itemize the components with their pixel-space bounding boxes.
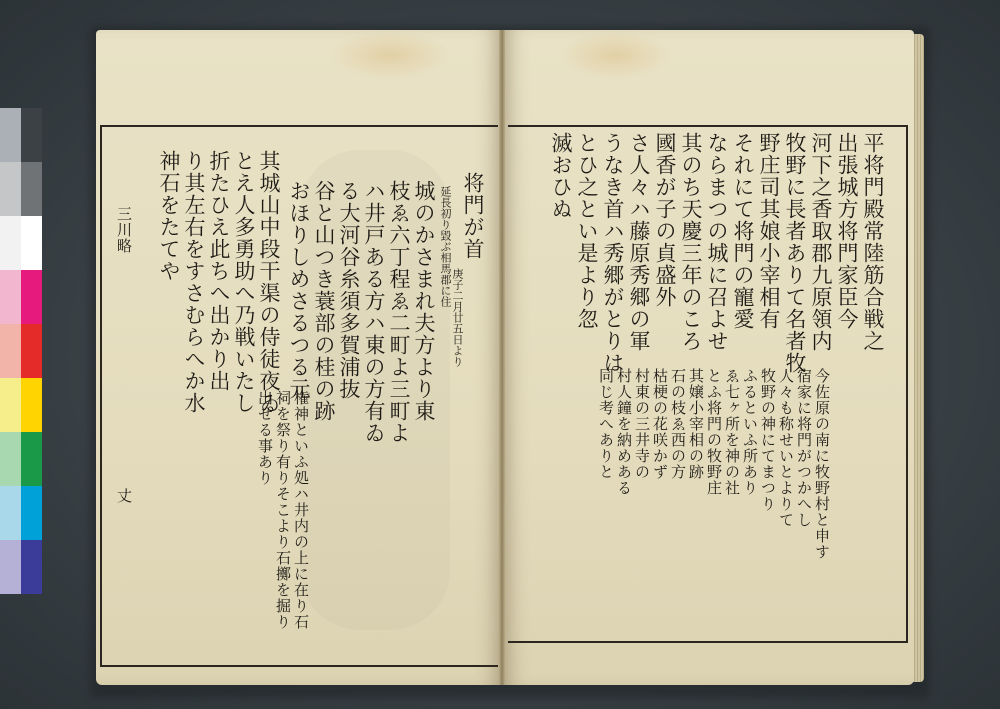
body-column: 谷と山つき蓑部の桂の跡 [312,180,336,422]
margin-title: 三川略 [115,206,133,254]
body-column: 折たひえ此ちへ出かり出 [207,150,231,392]
body-column: 國香が子の貞盛外 [653,132,677,308]
note-column: ふるといふ所あり [741,368,759,496]
color-patch-row [0,432,42,486]
note-column: 石の枝ゑ西の方 [669,368,687,480]
color-patch-row [0,378,42,432]
color-patch-row [0,216,42,270]
note-column: 同じ考へありと [597,368,615,480]
color-patch-row [0,162,42,216]
body-column: ハ井戸ある方ハ東の方有ゐ [362,180,386,444]
note-column: 牧野の神にてまつり [759,368,777,512]
color-patch [0,540,21,594]
color-patch [0,108,21,162]
body-column: それにて将門の寵愛 [731,132,755,330]
body-column: さ人々ハ藤原秀郷の軍 [627,132,651,352]
color-patch [21,486,42,540]
note-column: 祠を祭り有りそこより石擲を掘り [274,390,292,630]
book-spine [499,30,505,685]
note-column: 宿家に将門がつかへし [795,368,813,528]
body-column: とひ之とい是より忽 [575,132,599,330]
color-patch [21,540,42,594]
color-patch [0,486,21,540]
body-column: 平将門殿常陸筋合戦之 [861,132,885,352]
color-patch [0,270,21,324]
note-column: 権神といふ処ハ井内の上に在り石 [292,390,310,630]
color-patch [0,432,21,486]
body-column: 河下之香取郡九原領内 [809,132,833,352]
body-column: 枝ゑ六丁程ゑ二町よ三町よ [387,180,411,444]
section-heading: 将門が首 [461,172,485,260]
color-patch [21,162,42,216]
color-patch-row [0,540,42,594]
body-column: ならまつの城に召よせ [705,132,729,352]
color-patch [0,324,21,378]
color-patch [0,378,21,432]
heading-note: 庚子二月廿五日より [451,268,464,367]
date-note: 延長初り毀ぶ相馬郡に住 [439,186,452,307]
body-column: 野庄司其娘小宰相有 [757,132,781,330]
body-column: 牧野に長者ありて名者牧 [783,132,807,374]
note-column: 村東の三井寺の [633,368,651,480]
color-patch [21,216,42,270]
note-column: 人々も称せいとよりて [777,368,795,528]
body-column: 出張城方将門家臣今 [835,132,859,330]
note-column: ゑ七ヶ所を神の社 [723,368,741,496]
color-patch [21,324,42,378]
body-column: とえ人多勇助へ乃戦いたし [232,150,256,414]
body-column: 其のち天慶三年のころ [679,132,703,352]
body-column: る大河谷糸須多賀浦抜 [337,180,361,400]
note-column: とふ将門の牧野庄 [705,368,723,496]
color-patch [21,270,42,324]
body-column: 城のかさまれ夫方より東 [412,180,436,422]
body-column: 滅おひぬ [549,132,573,220]
color-patch [21,432,42,486]
color-patch-row [0,486,42,540]
note-column: 今佐原の南に牧野村と申す [813,368,831,560]
color-patch-row [0,324,42,378]
body-column: 神石をたてや [157,150,181,282]
note-column: 枯梗の花咲かず [651,368,669,480]
color-patch [21,378,42,432]
paper-stain [330,30,450,80]
color-patch-row [0,270,42,324]
body-column: り其左右をすさむらへか水 [182,150,206,414]
paper-stain [560,30,670,80]
color-patch [0,162,21,216]
body-column: おほりしめさるつる元 [287,180,311,400]
body-column: 其城山中段干渠の侍徒夜ゐ [257,150,281,414]
color-patch [0,216,21,270]
body-column: うなき首ハ秀郷がとりは [601,132,625,374]
note-column: 出せる事あり [256,390,274,486]
note-column: 其嬢小宰相の跡 [687,368,705,480]
note-column: 村人鐘を納めある [615,368,633,496]
color-calibration-strip [0,108,42,594]
color-patch [21,108,42,162]
color-patch-row [0,108,42,162]
folio-number: 丈 [115,488,133,504]
